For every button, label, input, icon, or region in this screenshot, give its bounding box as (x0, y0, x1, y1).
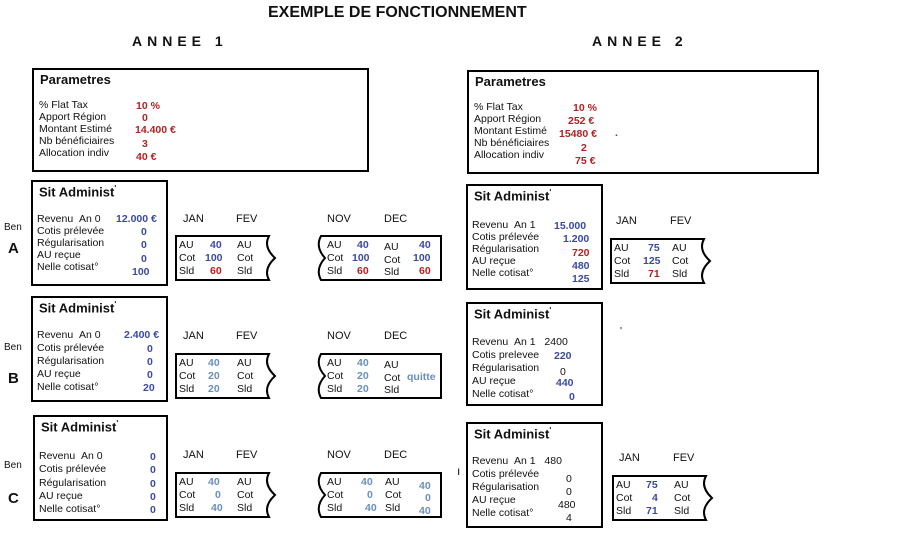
sit-value: 0 (147, 356, 153, 368)
row-label: Cot (384, 372, 401, 384)
cell-value: 75 (646, 479, 658, 491)
ben-letter-a: A (8, 240, 19, 257)
cell-value: 40 (419, 480, 431, 492)
cell-value: 0 (425, 492, 431, 504)
month-box-c-y2-jan-fev (612, 475, 722, 521)
cell-value: 100 (205, 252, 223, 264)
month-box-c-nov-dec (315, 472, 443, 518)
sit-label: Nelle cotisat° (472, 267, 534, 279)
row-label: Cot (672, 255, 689, 267)
row-label: Sld (384, 384, 400, 396)
row-label: Sld (327, 265, 343, 277)
year-2-heading: ANNEE 2 (592, 33, 688, 49)
cell-value: 40 (365, 502, 377, 514)
cell-value: 20 (208, 383, 220, 395)
sit-value: 0 (150, 478, 156, 490)
month-nov: NOV (327, 449, 351, 461)
sit-label-revenu: Revenu An 1 (472, 219, 536, 231)
sit-value: 720 (572, 247, 590, 259)
cell-value: 0 (367, 489, 373, 501)
sit-value: 0 (141, 253, 147, 265)
month-box-a-nov-dec (315, 235, 443, 281)
row-label: Sld (384, 266, 400, 278)
sit-value: 0 (150, 451, 156, 463)
sit-box-c-year-1 (33, 415, 168, 521)
month-fev: FEV (236, 213, 258, 225)
param-value: 15480 € (559, 128, 597, 140)
month-dec: DEC (384, 213, 408, 225)
sit-box-b-year-2 (466, 302, 603, 406)
cell-value: 40 (419, 239, 431, 251)
cell-value: quitte (407, 371, 436, 383)
row-label: AU (385, 476, 400, 488)
row-label: AU (614, 242, 629, 254)
month-box-a-jan-fev (175, 235, 285, 281)
cell-value: 40 (357, 357, 369, 369)
row-label: Cot (327, 489, 344, 501)
sit-label: Régularisation (37, 355, 105, 367)
sit-header: Sit Administ' (474, 188, 552, 204)
row-label: AU (672, 242, 687, 254)
row-label: Sld (672, 268, 688, 280)
param-value: 10 % (573, 102, 597, 114)
stray-dot: . (615, 127, 618, 139)
month-nov: NOV (327, 213, 351, 225)
sit-label-revenu: Revenu An 0 (37, 329, 101, 341)
sit-label: Régularisation (472, 243, 540, 255)
sit-label: Régularisation (39, 477, 107, 489)
row-label: AU (327, 357, 342, 369)
sit-value: 20 (143, 382, 155, 394)
row-label: Sld (614, 268, 630, 280)
sit-label-revenu: Revenu An 0 (37, 213, 101, 225)
row-label: Sld (674, 505, 690, 517)
param-value: 3 (142, 138, 148, 150)
sit-label-revenu: Revenu An 1 2400 (472, 336, 568, 348)
sit-value: 4 (566, 512, 572, 524)
cell-value: 0 (215, 489, 221, 501)
row-label: Sld (237, 502, 253, 514)
sit-header: Sit Administ' (474, 306, 552, 322)
sit-label: Nelle cotisat° (37, 261, 99, 273)
sit-value: 440 (556, 377, 574, 389)
cell-value: 100 (413, 252, 431, 264)
param-value: 75 € (575, 155, 596, 167)
sit-label: Régularisation (472, 362, 540, 374)
row-label: AU (179, 239, 194, 251)
sit-label-revenu: Revenu An 1 480 (472, 455, 562, 467)
sit-value: 0 (147, 369, 153, 381)
cell-value: 60 (419, 265, 431, 277)
month-fev: FEV (236, 449, 258, 461)
row-label: Cot (179, 489, 196, 501)
page-title: EXEMPLE DE FONCTIONNEMENT (268, 4, 527, 21)
cell-value: 75 (648, 242, 660, 254)
month-jan: JAN (183, 330, 204, 342)
row-label: Sld (179, 383, 195, 395)
param-value: 0 (142, 112, 148, 124)
param-label: % Flat Tax (474, 101, 523, 113)
ben-label: Ben (4, 222, 22, 233)
row-label: Cot (616, 492, 633, 504)
row-label: Sld (237, 265, 253, 277)
month-nov: NOV (327, 330, 351, 342)
param-label: Nb bénéficiaires (39, 135, 115, 147)
sit-label: Régularisation (37, 237, 105, 249)
param-label: % Flat Tax (39, 99, 88, 111)
param-value: 40 € (136, 151, 157, 163)
sit-label: Cotis prélevée (37, 225, 105, 237)
param-value: 252 € (568, 115, 595, 127)
month-fev: FEV (673, 452, 695, 464)
sit-value: 100 (132, 266, 150, 278)
cell-value: 4 (652, 492, 658, 504)
row-label: AU (616, 479, 631, 491)
sit-header: Sit Administ' (474, 426, 552, 442)
param-label: Montant Estimé (474, 125, 547, 137)
param-label: Allocation indiv (474, 149, 545, 161)
sit-box-a-year-1 (31, 180, 168, 286)
param-label: Allocation indiv (39, 147, 110, 159)
row-label: Sld (327, 383, 343, 395)
sit-label: AU reçue (472, 255, 516, 267)
sit-label: AU reçue (39, 490, 83, 502)
sit-value: 480 (572, 260, 590, 272)
row-label: Cot (384, 254, 401, 266)
sit-value: 0 (150, 504, 156, 516)
sit-label: Nelle cotisat° (39, 503, 101, 515)
sit-value: 1.200 (563, 233, 590, 245)
sit-value: 0 (569, 391, 575, 403)
sit-label: Cotis prélevée (472, 468, 540, 480)
sit-header: Sit Administ' (39, 300, 117, 316)
sit-value: 0 (560, 366, 566, 378)
params-box-year-1 (32, 68, 369, 172)
cell-value: 71 (648, 268, 660, 280)
row-label: Cot (237, 370, 254, 382)
row-label: AU (327, 476, 342, 488)
sit-label: Cotis prelevee (472, 349, 540, 361)
sit-value: 15.000 (554, 220, 587, 232)
cell-value: 40 (208, 476, 220, 488)
row-label: Cot (237, 489, 254, 501)
sit-label: AU reçue (37, 368, 81, 380)
param-label: Apport Région (474, 113, 542, 125)
sit-label: Nelle cotisat° (37, 381, 99, 393)
sit-label: Nelle cotisat° (472, 507, 534, 519)
param-label: Nb bénéficiaires (474, 137, 550, 149)
cell-value: 40 (361, 476, 373, 488)
param-label: Apport Région (39, 111, 107, 123)
cell-value: 125 (643, 255, 661, 267)
month-box-a-y2-jan-fev (610, 238, 720, 284)
year-1-heading: ANNEE 1 (132, 33, 228, 49)
month-jan: JAN (619, 452, 640, 464)
month-fev: FEV (236, 330, 258, 342)
ben-label: Ben (4, 460, 22, 471)
params-box-year-2 (467, 70, 819, 174)
row-label: Sld (616, 505, 632, 517)
param-value: 10 % (136, 100, 160, 112)
param-value: 14.400 € (135, 124, 176, 136)
month-jan: JAN (183, 449, 204, 461)
row-label: Cot (179, 252, 196, 264)
sit-label: Régularisation (472, 481, 540, 493)
sit-value: 125 (572, 273, 590, 285)
sit-value: 0 (150, 464, 156, 476)
row-label: AU (179, 357, 194, 369)
cell-value: 40 (419, 505, 431, 517)
params-header: Parametres (475, 74, 546, 89)
sit-value: 2.400 € (124, 329, 160, 341)
cell-value: 60 (210, 265, 222, 277)
sit-label: Cotis prélevée (472, 231, 540, 243)
cell-value: 60 (357, 265, 369, 277)
sit-box-a-year-2 (466, 184, 603, 290)
row-label: AU (179, 476, 194, 488)
sit-value: 220 (554, 350, 572, 362)
sit-label: AU reçue (37, 249, 81, 261)
cell-value: 71 (646, 505, 658, 517)
row-label: Cot (179, 370, 196, 382)
sit-value: 0 (141, 239, 147, 251)
cell-value: 40 (211, 502, 223, 514)
sit-header: Sit Administ' (41, 419, 119, 435)
row-label: AU (327, 239, 342, 251)
sit-label: Nelle cotisat° (472, 388, 534, 400)
param-value: 2 (581, 142, 587, 154)
row-label: Cot (327, 370, 344, 382)
sit-box-c-year-2 (466, 422, 603, 528)
month-box-b-nov-dec (315, 353, 443, 399)
sit-label-revenu: Revenu An 0 (39, 450, 103, 462)
stray-mark: ı (457, 464, 461, 478)
cell-value: 20 (208, 370, 220, 382)
sit-label: AU reçue (472, 494, 516, 506)
row-label: Cot (614, 255, 631, 267)
ben-letter-c: C (8, 490, 19, 507)
row-label: AU (674, 479, 689, 491)
cell-value: 20 (357, 383, 369, 395)
row-label: AU (237, 357, 252, 369)
row-label: Sld (237, 383, 253, 395)
row-label: Cot (385, 489, 402, 501)
row-label: Sld (327, 502, 343, 514)
ben-label: Ben (4, 342, 22, 353)
row-label: AU (384, 359, 399, 371)
row-label: Sld (179, 502, 195, 514)
row-label: Sld (385, 502, 401, 514)
sit-value: 0 (566, 473, 572, 485)
cell-value: 100 (352, 252, 370, 264)
cell-value: 40 (357, 239, 369, 251)
sit-value: 0 (150, 491, 156, 503)
row-label: AU (237, 239, 252, 251)
month-jan: JAN (183, 213, 204, 225)
row-label: AU (384, 241, 399, 253)
month-box-b-jan-fev (175, 353, 285, 399)
sit-value: 0 (141, 226, 147, 238)
row-label: Sld (179, 265, 195, 277)
month-box-c-jan-fev (175, 472, 285, 518)
cell-value: 40 (208, 357, 220, 369)
sit-label: AU reçue (472, 375, 516, 387)
sit-label: Cotis prélevée (37, 342, 105, 354)
row-label: Cot (237, 252, 254, 264)
row-label: AU (237, 476, 252, 488)
stray-mark: ' (620, 325, 623, 337)
sit-label: Cotis prélevée (39, 463, 107, 475)
param-label: Montant Estimé (39, 123, 112, 135)
sit-box-b-year-1 (31, 296, 168, 402)
month-fev: FEV (670, 215, 692, 227)
month-dec: DEC (384, 449, 408, 461)
cell-value: 40 (210, 239, 222, 251)
month-dec: DEC (384, 330, 408, 342)
row-label: Cot (674, 492, 691, 504)
month-jan: JAN (616, 215, 637, 227)
sit-value: 0 (147, 343, 153, 355)
ben-letter-b: B (8, 370, 19, 387)
sit-value: 0 (566, 486, 572, 498)
cell-value: 20 (357, 370, 369, 382)
params-header: Parametres (40, 72, 111, 87)
sit-value: 12.000 € (116, 213, 157, 225)
sit-header: Sit Administ' (39, 184, 117, 200)
row-label: Cot (327, 252, 344, 264)
sit-value: 480 (558, 499, 576, 511)
